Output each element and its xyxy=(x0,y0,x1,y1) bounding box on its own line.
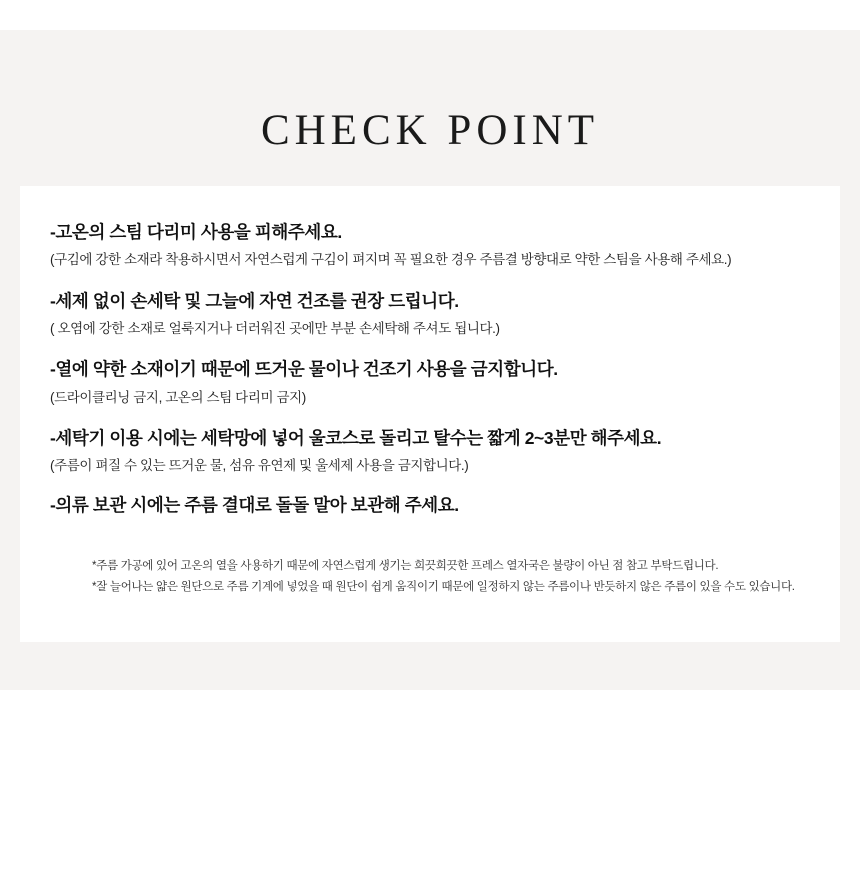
care-item xyxy=(50,426,810,477)
care-item-heading: -고온의 스팀 다리미 사용을 피해주세요. xyxy=(50,222,342,242)
care-item-heading: -세탁기 이용 시에는 세탁망에 넣어 울코스로 돌리고 탈수는 짧게 2~3분만 해주세요. xyxy=(50,427,662,448)
care-item-detail: (구김에 강한 소재라 착용하시면서 자연스럽게 구김이 펴지며 꼭 필요한 경우 주름결 방향대로 약한 스팀을 사용해 주세요.) xyxy=(50,252,732,268)
care-item-heading: -의류 보관 시에는 주름 결대로 돌돌 말아 보관해 주세요. xyxy=(50,494,459,515)
care-item-detail: (주름이 펴질 수 있는 뜨거운 물, 섬유 유연제 및 울세제 사용을 금지합니다.) xyxy=(50,458,469,474)
care-item xyxy=(50,220,810,271)
footnote: *주름 가공에 있어 고온의 열을 사용하기 때문에 자연스럽게 생기는 희끗희끗한 프레스 열자국은 불량이 아닌 점 참고 부탁드립니다. xyxy=(92,559,719,572)
care-card xyxy=(20,186,840,642)
footnote: *잘 늘어나는 얇은 원단으로 주름 기계에 넣었을 때 원단이 쉽게 움직이기 때문에 일정하지 않는 주름이나 반듯하지 않은 주름이 있을 수도 있습니다. xyxy=(92,581,795,594)
care-item xyxy=(50,493,810,518)
care-item xyxy=(50,289,810,340)
page-title: CHECK POINT xyxy=(260,107,600,154)
care-item-detail: ( 오염에 강한 소재로 얼룩지거나 더러워진 곳에만 부분 손세탁해 주셔도 됩니다.) xyxy=(50,321,500,336)
care-item-heading: -열에 약한 소재이기 때문에 뜨거운 물이나 건조기 사용을 금지합니다. xyxy=(50,359,558,380)
care-item-heading: -세제 없이 손세탁 및 그늘에 자연 건조를 권장 드립니다. xyxy=(50,290,459,311)
care-item-detail: (드라이클리닝 금지, 고온의 스팀 다리미 금지) xyxy=(50,389,306,405)
footnotes xyxy=(50,556,810,599)
care-item xyxy=(50,357,810,408)
